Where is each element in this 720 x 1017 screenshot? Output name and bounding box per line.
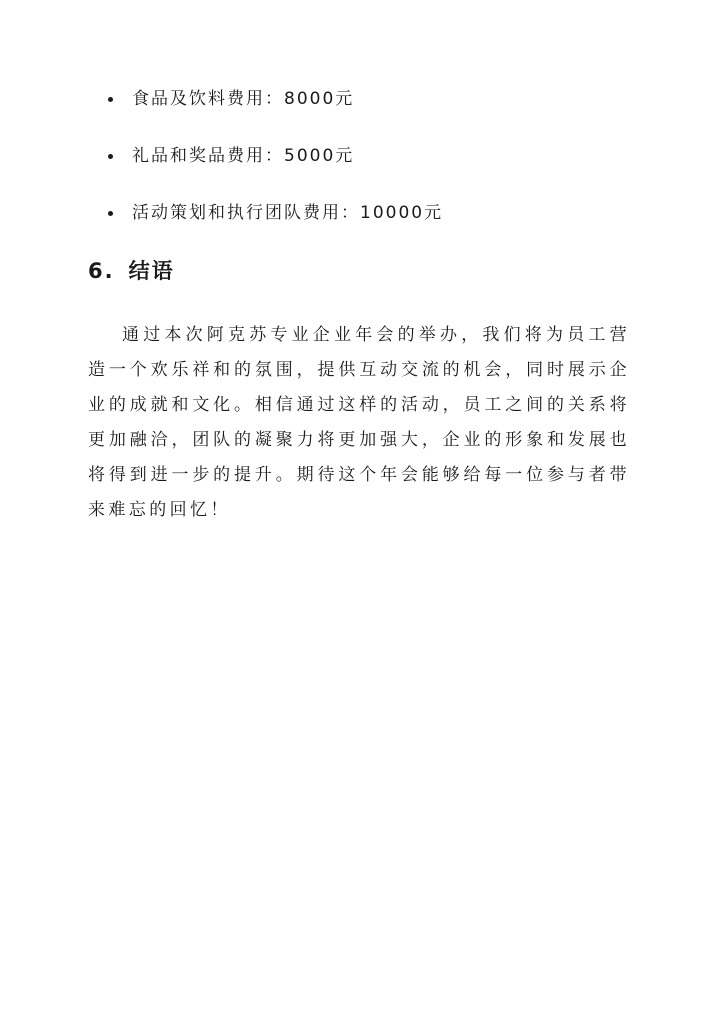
bullet-icon	[108, 97, 113, 102]
conclusion-paragraph: 通过本次阿克苏专业企业年会的举办，我们将为员工营造一个欢乐祥和的氛围，提供互动交流的机会，同时展示企业的成就和文化。相信通过这样的活动，员工之间的关系将更加融洽，团队的凝聚力将更加强大，企业的形象和发展也将得到进一步的提升。期待这个年会能够给每一位参与者带来难忘的回忆！	[88, 325, 630, 520]
budget-list	[108, 86, 648, 257]
section-number: 6.	[88, 259, 115, 283]
list-item	[108, 143, 648, 200]
list-item	[108, 86, 648, 143]
section-title: 结语	[128, 259, 175, 283]
bullet-icon	[108, 211, 113, 216]
budget-item-food: 食品及饮料费用：8000元	[132, 89, 355, 109]
budget-item-gifts: 礼品和奖品费用：5000元	[132, 146, 355, 166]
list-item	[108, 200, 648, 257]
section-heading	[88, 256, 175, 286]
bullet-icon	[108, 154, 113, 159]
budget-item-team: 活动策划和执行团队费用：10000元	[132, 203, 444, 223]
